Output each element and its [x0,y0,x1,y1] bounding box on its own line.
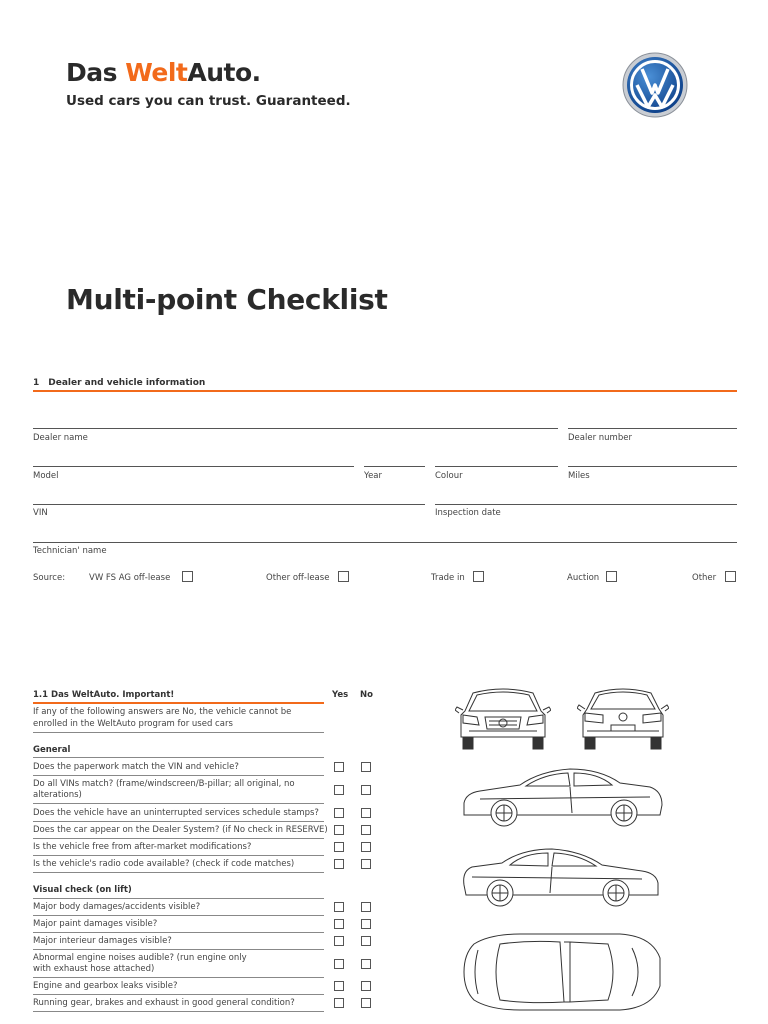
car-rear-view[interactable] [577,685,669,751]
section11-note: If any of the following answers are No, the vehicle cannot be enrolled in the WeltAuto program for used cars [33,707,292,729]
general-question: Do all VINs match? (frame/windscreen/B-pillar; all original, no alterations) [33,779,295,800]
source-option-vw-fs-label: VW FS AG off-lease [89,573,171,583]
source-label: Source: [33,573,66,583]
section11-heading: 1.1 Das WeltAuto. Important! [33,690,175,700]
dealer-name-line[interactable] [33,428,558,429]
inspection-date-label: Inspection date [435,508,501,518]
general-q4-yes-checkbox[interactable] [334,825,344,835]
visual-question: Engine and gearbox leaks visible? [33,981,178,991]
car-front-view[interactable] [455,685,551,751]
source-option-trade-in-label: Trade in [431,573,465,583]
general-question: Does the vehicle have an uninterrupted services schedule stamps? [33,808,319,818]
visual-q6-yes-checkbox[interactable] [334,998,344,1008]
dealer-number-line[interactable] [568,428,737,429]
car-left-side-view[interactable] [460,765,666,831]
source-auction-checkbox[interactable] [606,571,617,582]
general-q2-no-checkbox[interactable] [361,785,371,795]
general-heading: General [33,745,71,755]
question-divider [33,1011,324,1012]
source-other-off-lease-checkbox[interactable] [338,571,349,582]
visual-q1-yes-checkbox[interactable] [334,902,344,912]
car-right-side-view[interactable] [462,845,662,911]
vin-line[interactable] [33,504,425,505]
source-other-checkbox[interactable] [725,571,736,582]
miles-label: Miles [568,471,590,481]
general-q3-yes-checkbox[interactable] [334,808,344,818]
vin-label: VIN [33,508,48,518]
dealer-number-label: Dealer number [568,433,632,443]
question-divider [33,915,324,916]
brand-tagline: Used cars you can trust. Guaranteed. [66,93,351,109]
question-divider [33,872,324,873]
general-q5-no-checkbox[interactable] [361,842,371,852]
general-q6-no-checkbox[interactable] [361,859,371,869]
general-q5-yes-checkbox[interactable] [334,842,344,852]
yes-column-header: Yes [332,690,349,700]
model-label: Model [33,471,59,481]
source-option-other-label: Other [692,573,717,583]
visual-q3-yes-checkbox[interactable] [334,936,344,946]
visual-check-heading: Visual check (on lift) [33,885,132,895]
question-divider [33,949,324,950]
question-divider [33,994,324,995]
section1-divider [33,390,737,392]
visual-q4-no-checkbox[interactable] [361,959,371,969]
question-divider [33,821,324,822]
miles-line[interactable] [568,466,737,467]
visual-question: Abnormal engine noises audible? (run engine only with exhaust hose attached) [33,953,247,974]
dealer-name-label: Dealer name [33,433,88,443]
visual-q1-no-checkbox[interactable] [361,902,371,912]
source-option-other-off-lease-label: Other off-lease [266,573,330,583]
visual-question: Major paint damages visible? [33,919,158,929]
visual-q3-no-checkbox[interactable] [361,936,371,946]
question-divider [33,855,324,856]
general-q6-yes-checkbox[interactable] [334,859,344,869]
general-q4-no-checkbox[interactable] [361,825,371,835]
brand-name: Das WeltAuto. [66,58,261,87]
car-top-view[interactable] [460,930,666,1014]
technician-label: Technician' name [33,546,107,556]
question-divider [33,977,324,978]
source-option-auction-label: Auction [567,573,600,583]
general-question: Is the vehicle's radio code available? (check if code matches) [33,859,295,869]
page-title: Multi-point Checklist [66,283,388,316]
general-question: Does the car appear on the Dealer System? (if No check in RESERVE) [33,825,328,835]
visual-question: Running gear, brakes and exhaust in good general condition? [33,998,295,1008]
general-q3-no-checkbox[interactable] [361,808,371,818]
general-q2-yes-checkbox[interactable] [334,785,344,795]
general-q1-no-checkbox[interactable] [361,762,371,772]
no-column-header: No [360,690,373,700]
section1-heading: 1 Dealer and vehicle information [33,378,206,388]
section11-divider [33,702,324,704]
visual-question: Major body damages/accidents visible? [33,902,201,912]
source-vw-fs-checkbox[interactable] [182,571,193,582]
general-divider [33,757,324,758]
inspection-date-line[interactable] [435,504,737,505]
visual-q2-no-checkbox[interactable] [361,919,371,929]
model-line[interactable] [33,466,354,467]
question-divider [33,775,324,776]
question-divider [33,932,324,933]
question-divider [33,838,324,839]
visual-q2-yes-checkbox[interactable] [334,919,344,929]
visual-q4-yes-checkbox[interactable] [334,959,344,969]
year-label: Year [364,471,382,481]
visual-q5-no-checkbox[interactable] [361,981,371,991]
general-q1-yes-checkbox[interactable] [334,762,344,772]
general-question: Is the vehicle free from after-market modifications? [33,842,252,852]
visual-divider [33,898,324,899]
year-line[interactable] [364,466,425,467]
general-question: Does the paperwork match the VIN and vehicle? [33,762,239,772]
technician-line[interactable] [33,542,737,543]
colour-label: Colour [435,471,463,481]
note-divider [33,732,324,733]
source-trade-in-checkbox[interactable] [473,571,484,582]
colour-line[interactable] [435,466,558,467]
vw-logo-icon [622,52,688,118]
visual-q6-no-checkbox[interactable] [361,998,371,1008]
visual-question: Major interieur damages visible? [33,936,172,946]
question-divider [33,803,324,804]
visual-q5-yes-checkbox[interactable] [334,981,344,991]
